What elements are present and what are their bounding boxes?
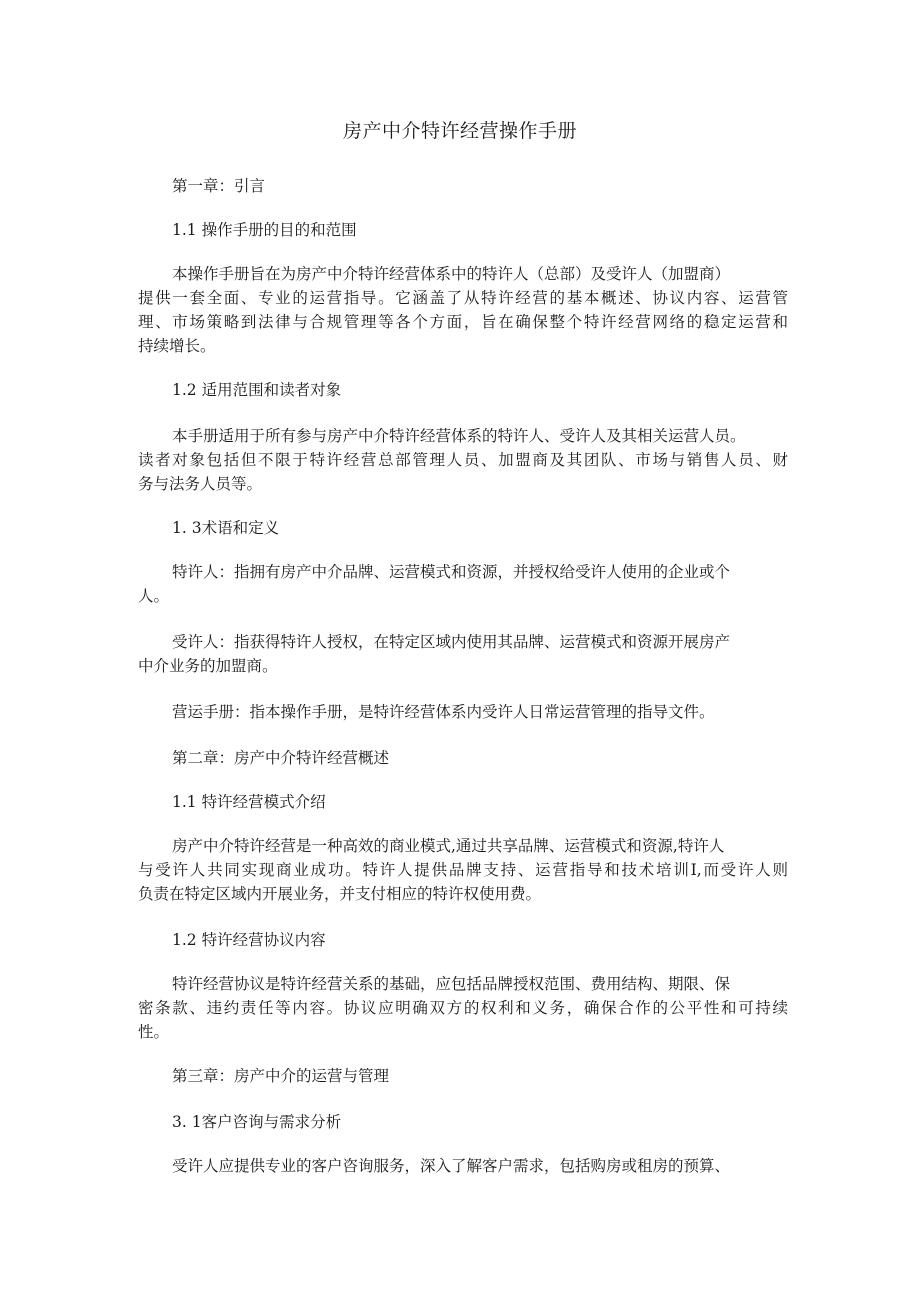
section-heading: 1.2 适用范围和读者对象 bbox=[172, 381, 342, 399]
section-heading: 1.1 特许经营模式介绍 bbox=[172, 793, 326, 811]
paragraph-line: 理、市场策略到法律与合规管理等各个方面，旨在确保整个特许经营网络的稳定运营和 bbox=[138, 313, 788, 331]
paragraph-line: 本手册适用于所有参与房产中介特许经营体系的特许人、受许人及其相关运营人员。 bbox=[172, 427, 746, 445]
section-heading: 1.2 特许经营协议内容 bbox=[172, 931, 326, 949]
section-heading: 3. 1客户咨询与需求分析 bbox=[172, 1113, 342, 1131]
paragraph-line: 密条款、违约责任等内容。协议应明确双方的权利和义务，确保合作的公平性和可持续 bbox=[138, 999, 788, 1017]
chapter-heading: 第二章：房产中介特许经营概述 bbox=[172, 749, 390, 767]
paragraph-line: 持续增长。 bbox=[138, 337, 216, 355]
section-heading: 1. 3术语和定义 bbox=[172, 519, 280, 537]
paragraph-line: 受许人应提供专业的客户咨询服务，深入了解客户需求，包括购房或租房的预算、 bbox=[172, 1157, 731, 1175]
chapter-heading: 第一章：引言 bbox=[172, 177, 266, 195]
chapter-heading: 第三章：房产中介的运营与管理 bbox=[172, 1067, 390, 1085]
paragraph-line: 营运手册：指本操作手册，是特许经营体系内受许人日常运营管理的指导文件。 bbox=[172, 703, 715, 721]
paragraph-line: 性。 bbox=[138, 1023, 170, 1041]
paragraph-line: 特许经营协议是特许经营关系的基础，应包括品牌授权范围、费用结构、期限、保 bbox=[172, 975, 731, 993]
paragraph-line: 负责在特定区域内开展业务，并支付相应的特许权使用费。 bbox=[138, 885, 542, 903]
section-heading: 1.1 操作手册的目的和范围 bbox=[172, 221, 357, 239]
document-title: 房产中介特许经营操作手册 bbox=[342, 120, 577, 142]
paragraph-line: 中介业务的加盟商。 bbox=[138, 657, 278, 675]
paragraph-line: 提供一套全面、专业的运营指导。它涵盖了从特许经营的基本概述、协议内容、运营管 bbox=[138, 289, 788, 307]
paragraph-line: 特许人：指拥有房产中介品牌、运营模式和资源，并授权给受许人使用的企业或个 bbox=[172, 563, 731, 581]
paragraph-line: 房产中介特许经营是一种高效的商业模式,通过共享品牌、运营模式和资源,特许人 bbox=[172, 837, 725, 855]
paragraph-line: 读者对象包括但不限于特许经营总部管理人员、加盟商及其团队、市场与销售人员、财 bbox=[138, 451, 788, 469]
paragraph-line: 与受许人共同实现商业成功。特许人提供品牌支持、运营指导和技术培训I,而受许人则 bbox=[138, 861, 788, 879]
paragraph-line: 务与法务人员等。 bbox=[138, 475, 263, 493]
paragraph-line: 人。 bbox=[138, 587, 170, 605]
paragraph-line: 受许人：指获得特许人授权，在特定区域内使用其品牌、运营模式和资源开展房产 bbox=[172, 633, 731, 651]
paragraph-line: 本操作手册旨在为房产中介特许经营体系中的特许人（总部）及受许人（加盟商） bbox=[172, 265, 731, 283]
